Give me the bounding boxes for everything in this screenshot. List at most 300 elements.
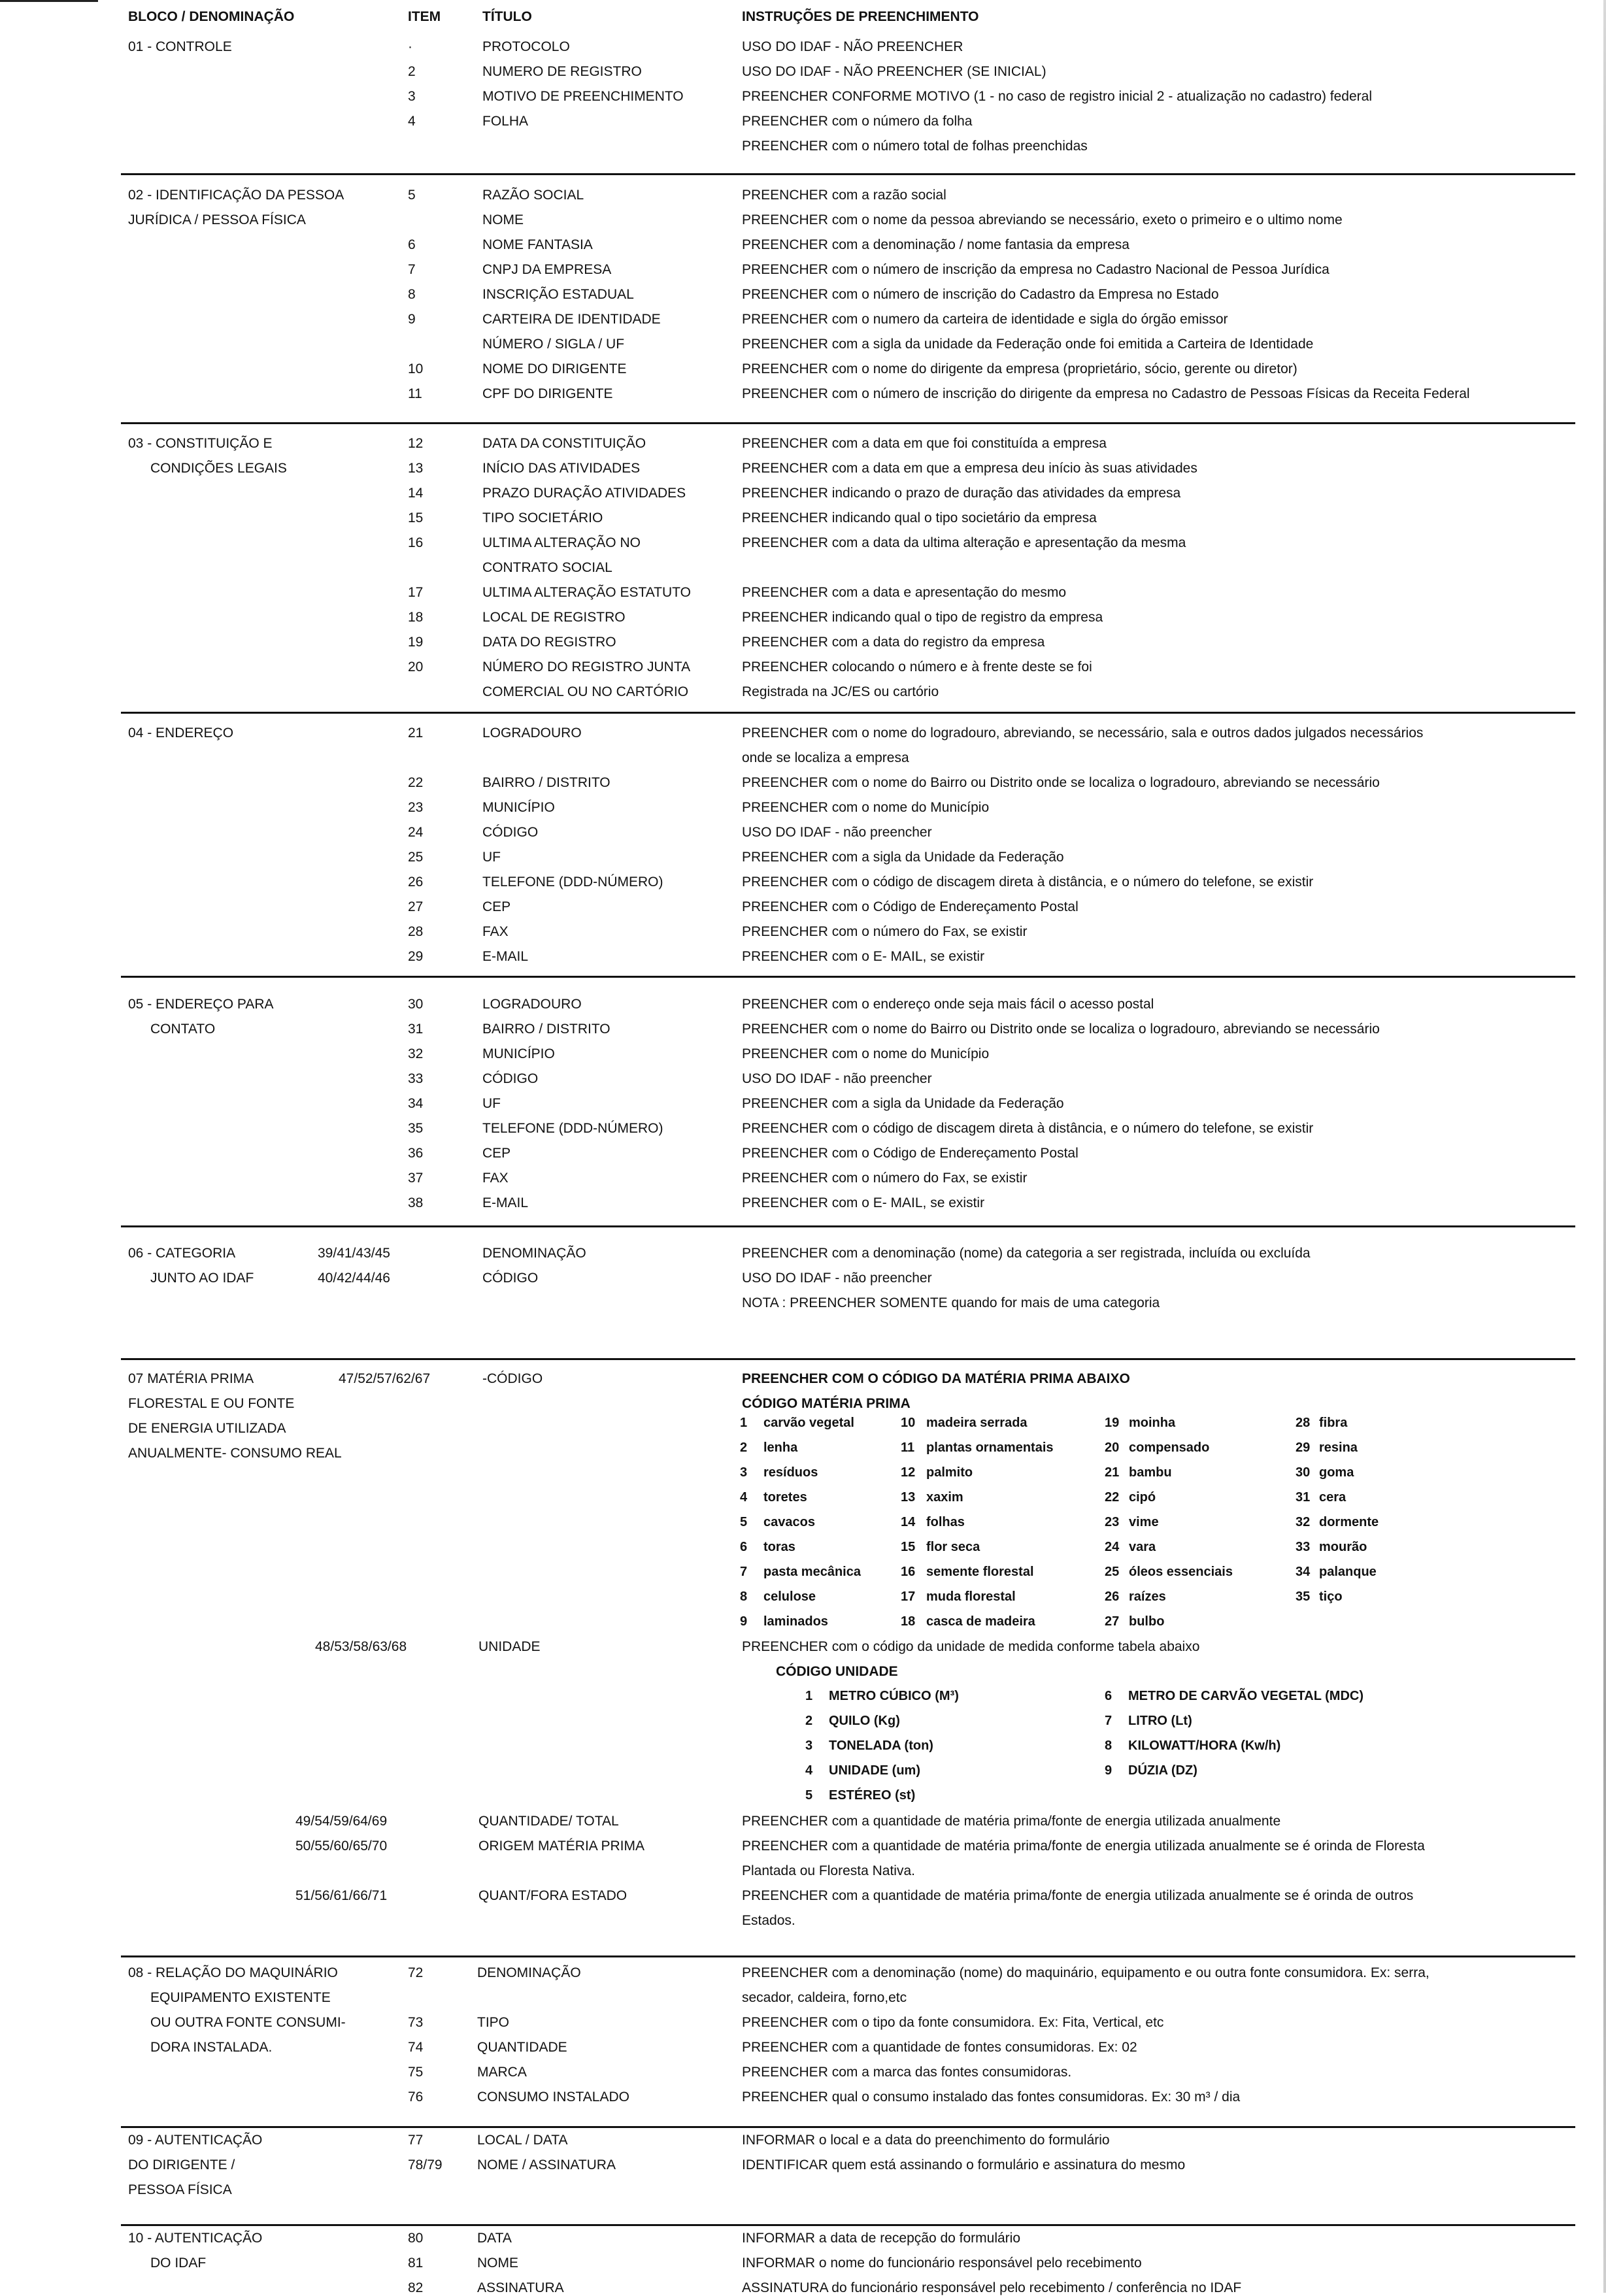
field-title: NOME [482, 212, 524, 227]
instruction-text: PREENCHER com o número de inscrição da empresa no Cadastro Nacional de Pessoa Jurídica [742, 262, 1330, 277]
item-number: 24 [408, 825, 424, 840]
field-title: NÚMERO DO REGISTRO JUNTA [482, 659, 691, 674]
materia-code: 7 [740, 1565, 748, 1579]
item-number: 23 [408, 800, 424, 815]
field-title: INSCRIÇÃO ESTADUAL [482, 287, 634, 302]
instruction-text: onde se localiza a empresa [742, 750, 909, 765]
item-number: 72 [408, 1965, 424, 1980]
instruction-text: secador, caldeira, forno,etc [742, 1990, 907, 2005]
materia-code: 21 [1105, 1465, 1120, 1480]
unidade-name: KILOWATT/HORA (Kw/h) [1128, 1739, 1281, 1753]
instruction-text: PREENCHER com a denominação (nome) da categoria a ser registrada, incluída ou excluída [742, 1246, 1311, 1261]
materia-name: celulose [763, 1589, 816, 1604]
materia-code: 33 [1296, 1540, 1311, 1554]
materia-name: resíduos [763, 1465, 818, 1480]
instruction-text: PREENCHER com o nome do dirigente da empresa (proprietário, sócio, gerente ou diretor) [742, 361, 1297, 376]
instruction-text: PREENCHER com o código de discagem direta à distância, e o número do telefone, se existir [742, 1121, 1314, 1136]
field-title: DATA [477, 2231, 512, 2246]
materia-code: 15 [901, 1540, 916, 1554]
item-number: 22 [408, 775, 424, 790]
block-label: PESSOA FÍSICA [128, 2182, 232, 2197]
field-title: CEP [482, 1146, 511, 1161]
unidade-name: QUILO (Kg) [829, 1714, 900, 1728]
materia-name: folhas [926, 1515, 965, 1529]
instruction-text: PREENCHER com a data da ultima alteração e apresentação da mesma [742, 535, 1186, 550]
instruction-text: IDENTIFICAR quem está assinando o formulário e assinatura do mesmo [742, 2157, 1186, 2172]
materia-code: 35 [1296, 1589, 1311, 1604]
materia-name: cera [1319, 1490, 1347, 1505]
item-number: 17 [408, 585, 424, 600]
instruction-text: PREENCHER com o número do Fax, se existir [742, 1171, 1028, 1186]
materia-code: 25 [1105, 1565, 1120, 1579]
materia-name: lenha [763, 1440, 798, 1455]
item-number: 3 [408, 89, 416, 104]
field-title: MARCA [477, 2065, 527, 2080]
header-instructions: INSTRUÇÕES DE PREENCHIMENTO [742, 9, 979, 24]
section-divider [121, 1358, 1575, 1360]
field-title: CONTRATO SOCIAL [482, 560, 612, 575]
section-divider [121, 2126, 1575, 2128]
materia-code: 27 [1105, 1614, 1120, 1629]
block-label: CONDIÇÕES LEGAIS [150, 461, 287, 476]
section-divider [121, 173, 1575, 175]
unidade-code: 5 [805, 1788, 813, 1803]
materia-code: 10 [901, 1416, 916, 1430]
instruction-text: PREENCHER indicando qual o tipo de registro da empresa [742, 610, 1103, 625]
field-title: BAIRRO / DISTRITO [482, 775, 611, 790]
field-title: ASSINATURA [477, 2280, 564, 2295]
materia-name: xaxim [926, 1490, 963, 1505]
item-number: 21 [408, 725, 424, 740]
field-title: UF [482, 850, 501, 865]
materia-name: óleos essenciais [1129, 1565, 1233, 1579]
instruction-text: PREENCHER com o nome da pessoa abreviando se necessário, exeto o primeiro e o ultimo nome [742, 212, 1343, 227]
instruction-text: PREENCHER com o código de discagem direta à distância, e o número do telefone, se existir [742, 874, 1314, 890]
block-label: 01 - CONTROLE [128, 39, 232, 54]
field-title: MUNICÍPIO [482, 800, 555, 815]
field-title: E-MAIL [482, 1195, 529, 1210]
materia-name: laminados [763, 1614, 828, 1629]
item-number: 25 [408, 850, 424, 865]
item-number: 29 [408, 949, 424, 964]
field-title: NOME DO DIRIGENTE [482, 361, 627, 376]
item-number: 18 [408, 610, 424, 625]
item-number: 8 [408, 287, 416, 302]
item-number: 28 [408, 924, 424, 939]
block-label: JURÍDICA / PESSOA FÍSICA [128, 212, 306, 227]
section-divider [121, 422, 1575, 424]
materia-name: madeira serrada [926, 1416, 1028, 1430]
materia-name: dormente [1319, 1515, 1379, 1529]
instruction-text: PREENCHER indicando o prazo de duração das atividades da empresa [742, 486, 1181, 501]
field-title: TIPO [477, 2015, 510, 2030]
instruction-text: PREENCHER qual o consumo instalado das fontes consumidoras. Ex: 30 m³ / dia [742, 2089, 1241, 2105]
materia-code: 30 [1296, 1465, 1311, 1480]
field-title: DENOMINAÇÃO [477, 1965, 581, 1980]
block-label: CONTATO [150, 1022, 216, 1037]
instruction-text: PREENCHER com o nome do Bairro ou Distrito onde se localiza o logradouro, abreviando se necessário [742, 775, 1380, 790]
materia-name: palanque [1319, 1565, 1377, 1579]
unidade-code: 7 [1105, 1714, 1112, 1728]
materia-name: cavacos [763, 1515, 815, 1529]
instruction-text: USO DO IDAF - não preencher [742, 825, 932, 840]
item-number: · [408, 39, 412, 54]
instruction-text: NOTA : PREENCHER SOMENTE quando for mais de uma categoria [742, 1295, 1160, 1310]
materia-code: 32 [1296, 1515, 1311, 1529]
instruction-text: PREENCHER com o nome do logradouro, abreviando, se necessário, sala e outros dados julgados necessários [742, 725, 1424, 740]
instruction-text: PREENCHER com o numero da carteira de identidade e sigla do órgão emissor [742, 312, 1228, 327]
block-label: DO DIRIGENTE / [128, 2157, 235, 2172]
unidade-name: METRO DE CARVÃO VEGETAL (MDC) [1128, 1689, 1364, 1703]
materia-code: 24 [1105, 1540, 1120, 1554]
unidade-code: 6 [1105, 1689, 1112, 1703]
materia-name: carvão vegetal [763, 1416, 854, 1430]
field-title: CÓDIGO [482, 1271, 539, 1286]
field-title: BAIRRO / DISTRITO [482, 1022, 611, 1037]
materia-code: 23 [1105, 1515, 1120, 1529]
materia-code: 4 [740, 1490, 748, 1505]
instruction-text: USO DO IDAF - não preencher [742, 1271, 932, 1286]
unidade-code: 9 [1105, 1763, 1112, 1778]
item-number: 49/54/59/64/69 [295, 1814, 388, 1829]
instruction-text: USO DO IDAF - não preencher [742, 1071, 932, 1086]
instruction-text: PREENCHER com o número de inscrição do dirigente da empresa no Cadastro de Pessoas Físicas da Receita Federal [742, 386, 1470, 401]
field-title: NOME FANTASIA [482, 237, 593, 252]
field-title: DATA DA CONSTITUIÇÃO [482, 436, 646, 451]
block-label: JUNTO AO IDAF [150, 1271, 254, 1286]
field-title: PROTOCOLO [482, 39, 570, 54]
field-title: QUANT/FORA ESTADO [478, 1888, 627, 1903]
field-title: CPF DO DIRIGENTE [482, 386, 613, 401]
materia-code: 31 [1296, 1490, 1311, 1505]
materia-name: flor seca [926, 1540, 980, 1554]
materia-code: 16 [901, 1565, 916, 1579]
materia-code: 14 [901, 1515, 916, 1529]
instruction-text: INFORMAR a data de recepção do formulário [742, 2231, 1021, 2246]
block-label: 09 - AUTENTICAÇÃO [128, 2133, 263, 2148]
instruction-text: Estados. [742, 1913, 795, 1928]
field-title: FAX [482, 924, 509, 939]
block-label: 05 - ENDEREÇO PARA [128, 997, 274, 1012]
unidade-code: 4 [805, 1763, 813, 1778]
field-title: ORIGEM MATÉRIA PRIMA [478, 1838, 644, 1854]
top-rule [0, 0, 98, 2]
item-number: 80 [408, 2231, 424, 2246]
instruction-text: PREENCHER com o número de inscrição do Cadastro da Empresa no Estado [742, 287, 1219, 302]
instruction-text: INFORMAR o local e a data do preenchimento do formulário [742, 2133, 1110, 2148]
item-number: 33 [408, 1071, 424, 1086]
field-title: CEP [482, 899, 511, 914]
block-label: 07 MATÉRIA PRIMA [128, 1371, 254, 1386]
field-title: UNIDADE [478, 1639, 541, 1654]
instruction-text: PREENCHER indicando qual o tipo societário da empresa [742, 510, 1097, 525]
item-number: 73 [408, 2015, 424, 2030]
instruction-text: PREENCHER com o Código de Endereçamento Postal [742, 1146, 1079, 1161]
unidade-code: 2 [805, 1714, 813, 1728]
block-label: EQUIPAMENTO EXISTENTE [150, 1990, 331, 2005]
materia-code: 18 [901, 1614, 916, 1629]
field-title: LOCAL / DATA [477, 2133, 568, 2148]
instruction-text: PREENCHER com a data em que foi constituída a empresa [742, 436, 1107, 451]
materia-name: fibra [1319, 1416, 1348, 1430]
materia-code: 5 [740, 1515, 748, 1529]
materia-name: toretes [763, 1490, 807, 1505]
materia-code: 28 [1296, 1416, 1311, 1430]
field-title: QUANTIDADE [477, 2040, 567, 2055]
instruction-text: PREENCHER colocando o número e à frente deste se foi [742, 659, 1092, 674]
section-divider [121, 1955, 1575, 1957]
instruction-text: PREENCHER com a sigla da Unidade da Federação [742, 1096, 1064, 1111]
field-title: CNPJ DA EMPRESA [482, 262, 612, 277]
field-title: MUNICÍPIO [482, 1046, 555, 1061]
field-title: UF [482, 1096, 501, 1111]
unidade-name: LITRO (Lt) [1128, 1714, 1192, 1728]
item-number: 35 [408, 1121, 424, 1136]
materia-name: muda florestal [926, 1589, 1016, 1604]
instruction-text: PREENCHER com a quantidade de fontes consumidoras. Ex: 02 [742, 2040, 1137, 2055]
field-title: ULTIMA ALTERAÇÃO NO [482, 535, 641, 550]
field-title: CÓDIGO [482, 825, 539, 840]
unidade-name: UNIDADE (um) [829, 1763, 920, 1778]
item-number: 82 [408, 2280, 424, 2295]
instruction-text: ASSINATURA do funcionário responsável pelo recebimento / conferência no IDAF [742, 2280, 1242, 2295]
item-number: 34 [408, 1096, 424, 1111]
item-number: 31 [408, 1022, 424, 1037]
item-number: 11 [408, 386, 422, 401]
unidade-name: METRO CÚBICO (M³) [829, 1689, 959, 1703]
block-label: 08 - RELAÇÃO DO MAQUINÁRIO [128, 1965, 338, 1980]
item-number: 32 [408, 1046, 424, 1061]
unidade-name: ESTÉREO (st) [829, 1788, 916, 1803]
instruction-text: PREENCHER com a data e apresentação do mesmo [742, 585, 1067, 600]
instruction-text: PREENCHER com o número do Fax, se existir [742, 924, 1028, 939]
instruction-text: CÓDIGO UNIDADE [776, 1664, 898, 1679]
instruction-text: PREENCHER com o E- MAIL, se existir [742, 1195, 985, 1210]
instruction-text: PREENCHER com o Código de Endereçamento Postal [742, 899, 1079, 914]
item-number: 7 [408, 262, 416, 277]
instruction-text: PREENCHER com a marca das fontes consumidoras. [742, 2065, 1072, 2080]
block-label: 03 - CONSTITUIÇÃO E [128, 436, 273, 451]
item-number: 48/53/58/63/68 [315, 1639, 407, 1654]
field-title: CARTEIRA DE IDENTIDADE [482, 312, 661, 327]
item-number: 20 [408, 659, 424, 674]
materia-code: 11 [901, 1440, 915, 1455]
instruction-text: PREENCHER com a razão social [742, 188, 946, 203]
unidade-code: 1 [805, 1689, 813, 1703]
materia-code: 3 [740, 1465, 748, 1480]
materia-code: 8 [740, 1589, 748, 1604]
materia-name: mourão [1319, 1540, 1367, 1554]
field-title: LOGRADOURO [482, 725, 582, 740]
item-number: 76 [408, 2089, 424, 2105]
materia-name: raízes [1129, 1589, 1166, 1604]
materia-name: goma [1319, 1465, 1354, 1480]
item-number: 4 [408, 114, 416, 129]
field-title: INÍCIO DAS ATIVIDADES [482, 461, 641, 476]
instruction-text: PREENCHER com o endereço onde seja mais fácil o acesso postal [742, 997, 1154, 1012]
materia-name: tiço [1319, 1589, 1343, 1604]
field-title: DENOMINAÇÃO [482, 1246, 586, 1261]
field-title: NÚMERO / SIGLA / UF [482, 337, 625, 352]
materia-code: 1 [740, 1416, 748, 1430]
header-item: ITEM [408, 9, 441, 24]
instruction-text: PREENCHER com a sigla da unidade da Federação onde foi emitida a Carteira de Identidade [742, 337, 1314, 352]
field-title: TELEFONE (DDD-NÚMERO) [482, 1121, 663, 1136]
item-number: 6 [408, 237, 416, 252]
unidade-name: TONELADA (ton) [829, 1739, 933, 1753]
block-label: 10 - AUTENTICAÇÃO [128, 2231, 263, 2246]
header-title: TÍTULO [482, 9, 532, 24]
field-title: QUANTIDADE/ TOTAL [478, 1814, 619, 1829]
materia-code: 20 [1105, 1440, 1120, 1455]
item-number: 2 [408, 64, 416, 79]
materia-name: casca de madeira [926, 1614, 1035, 1629]
unidade-code: 8 [1105, 1739, 1112, 1753]
instruction-text: PREENCHER com o nome do Bairro ou Distrito onde se localiza o logradouro, abreviando se necessário [742, 1022, 1380, 1037]
item-number: 10 [408, 361, 424, 376]
header-block: BLOCO / DENOMINAÇÃO [128, 9, 295, 24]
item-number: 78/79 [408, 2157, 443, 2172]
instruction-text: PREENCHER com o E- MAIL, se existir [742, 949, 985, 964]
block-label: DORA INSTALADA. [150, 2040, 273, 2055]
materia-code: 17 [901, 1589, 916, 1604]
materia-name: vime [1129, 1515, 1159, 1529]
materia-name: compensado [1129, 1440, 1210, 1455]
materia-code: 29 [1296, 1440, 1311, 1455]
item-number: 5 [408, 188, 416, 203]
instruction-text: PREENCHER com a denominação / nome fantasia da empresa [742, 237, 1129, 252]
materia-name: plantas ornamentais [926, 1440, 1054, 1455]
scan-edge [1603, 0, 1606, 2293]
instruction-text: PREENCHER CONFORME MOTIVO (1 - no caso de registro inicial 2 - atualização no cadastro) federal [742, 89, 1373, 104]
item-number: 75 [408, 2065, 424, 2080]
unidade-code: 3 [805, 1739, 813, 1753]
block-label: 04 - ENDEREÇO [128, 725, 234, 740]
item-number: 47/52/57/62/67 [339, 1371, 431, 1386]
field-title: PRAZO DURAÇÃO ATIVIDADES [482, 486, 686, 501]
instruction-text: PREENCHER com o nome do Município [742, 1046, 990, 1061]
item-number: 15 [408, 510, 424, 525]
item-number: 13 [408, 461, 424, 476]
item-number: 51/56/61/66/71 [295, 1888, 388, 1903]
instruction-text: PREENCHER com o tipo da fonte consumidora. Ex: Fita, Vertical, etc [742, 2015, 1164, 2030]
item-number: 16 [408, 535, 424, 550]
materia-name: moinha [1129, 1416, 1176, 1430]
item-number: 36 [408, 1146, 424, 1161]
item-number: 81 [408, 2255, 424, 2271]
instruction-text: PREENCHER com a quantidade de matéria prima/fonte de energia utilizada anualmente se é orinda de Floresta [742, 1838, 1425, 1854]
materia-name: vara [1129, 1540, 1156, 1554]
materia-name: toras [763, 1540, 795, 1554]
item-number: 39/41/43/45 [318, 1246, 390, 1261]
instruction-text: Registrada na JC/ES ou cartório [742, 684, 939, 699]
item-number: 9 [408, 312, 416, 327]
field-title: NOME / ASSINATURA [477, 2157, 616, 2172]
field-title: LOGRADOURO [482, 997, 582, 1012]
materia-name: bulbo [1129, 1614, 1165, 1629]
item-number: 77 [408, 2133, 424, 2148]
instruction-text: USO DO IDAF - NÃO PREENCHER [742, 39, 963, 54]
materia-code: 9 [740, 1614, 748, 1629]
materia-code: 34 [1296, 1565, 1311, 1579]
item-number: 19 [408, 635, 424, 650]
field-title: LOCAL DE REGISTRO [482, 610, 626, 625]
item-number: 14 [408, 486, 424, 501]
materia-code: 12 [901, 1465, 916, 1480]
section-divider [121, 976, 1575, 978]
field-title: FAX [482, 1171, 509, 1186]
instruction-text: PREENCHER com a denominação (nome) do maquinário, equipamento e ou outra fonte consumidora. Ex: serra, [742, 1965, 1430, 1980]
instruction-text: PREENCHER com o número total de folhas preenchidas [742, 139, 1088, 154]
block-label: FLORESTAL E OU FONTE [128, 1396, 295, 1411]
section-divider [121, 2224, 1575, 2226]
materia-code: 13 [901, 1490, 916, 1505]
field-title: NUMERO DE REGISTRO [482, 64, 642, 79]
block-label: ANUALMENTE- CONSUMO REAL [128, 1446, 342, 1461]
item-number: 37 [408, 1171, 424, 1186]
materia-name: pasta mecânica [763, 1565, 861, 1579]
instruction-text: PREENCHER com a quantidade de matéria prima/fonte de energia utilizada anualmente [742, 1814, 1281, 1829]
unidade-name: DÚZIA (DZ) [1128, 1763, 1197, 1778]
block-label: 02 - IDENTIFICAÇÃO DA PESSOA [128, 188, 344, 203]
instruction-text: PREENCHER com o nome do Município [742, 800, 990, 815]
field-title: MOTIVO DE PREENCHIMENTO [482, 89, 684, 104]
materia-code: 2 [740, 1440, 748, 1455]
field-title: E-MAIL [482, 949, 529, 964]
section-divider [121, 1225, 1575, 1227]
item-number: 26 [408, 874, 424, 890]
materia-code: 26 [1105, 1589, 1120, 1604]
field-title: NOME [477, 2255, 518, 2271]
field-title: COMERCIAL OU NO CARTÓRIO [482, 684, 689, 699]
block-label: 06 - CATEGORIA [128, 1246, 236, 1261]
instruction-text: PREENCHER com a sigla da Unidade da Federação [742, 850, 1064, 865]
item-number: 12 [408, 436, 424, 451]
instruction-text: Plantada ou Floresta Nativa. [742, 1863, 915, 1878]
field-title: TIPO SOCIETÁRIO [482, 510, 603, 525]
instruction-text: INFORMAR o nome do funcionário responsável pelo recebimento [742, 2255, 1142, 2271]
item-number: 27 [408, 899, 424, 914]
item-number: 50/55/60/65/70 [295, 1838, 388, 1854]
field-title: ULTIMA ALTERAÇÃO ESTATUTO [482, 585, 691, 600]
instruction-text: PREENCHER com o número da folha [742, 114, 973, 129]
materia-name: semente florestal [926, 1565, 1034, 1579]
materia-code: 6 [740, 1540, 748, 1554]
field-title: -CÓDIGO [482, 1371, 543, 1386]
field-title: FOLHA [482, 114, 529, 129]
field-title: TELEFONE (DDD-NÚMERO) [482, 874, 663, 890]
instruction-text: USO DO IDAF - NÃO PREENCHER (SE INICIAL) [742, 64, 1046, 79]
item-number: 30 [408, 997, 424, 1012]
materia-code: 19 [1105, 1416, 1120, 1430]
materia-name: palmito [926, 1465, 973, 1480]
instruction-text: CÓDIGO MATÉRIA PRIMA [742, 1396, 911, 1411]
materia-name: cipó [1129, 1490, 1156, 1505]
item-number: 74 [408, 2040, 424, 2055]
block-label: DO IDAF [150, 2255, 207, 2271]
instruction-text: PREENCHER COM O CÓDIGO DA MATÉRIA PRIMA ABAIXO [742, 1371, 1130, 1386]
field-title: DATA DO REGISTRO [482, 635, 616, 650]
instruction-text: PREENCHER com a quantidade de matéria prima/fonte de energia utilizada anualmente se é orinda de outros [742, 1888, 1414, 1903]
instruction-text: PREENCHER com a data do registro da empresa [742, 635, 1045, 650]
field-title: CONSUMO INSTALADO [477, 2089, 629, 2105]
field-title: CÓDIGO [482, 1071, 539, 1086]
materia-code: 22 [1105, 1490, 1120, 1505]
block-label: OU OUTRA FONTE CONSUMI- [150, 2015, 346, 2030]
instruction-text: PREENCHER com a data em que a empresa deu início às suas atividades [742, 461, 1197, 476]
item-number: 38 [408, 1195, 424, 1210]
instruction-text: PREENCHER com o código da unidade de medida conforme tabela abaixo [742, 1639, 1200, 1654]
